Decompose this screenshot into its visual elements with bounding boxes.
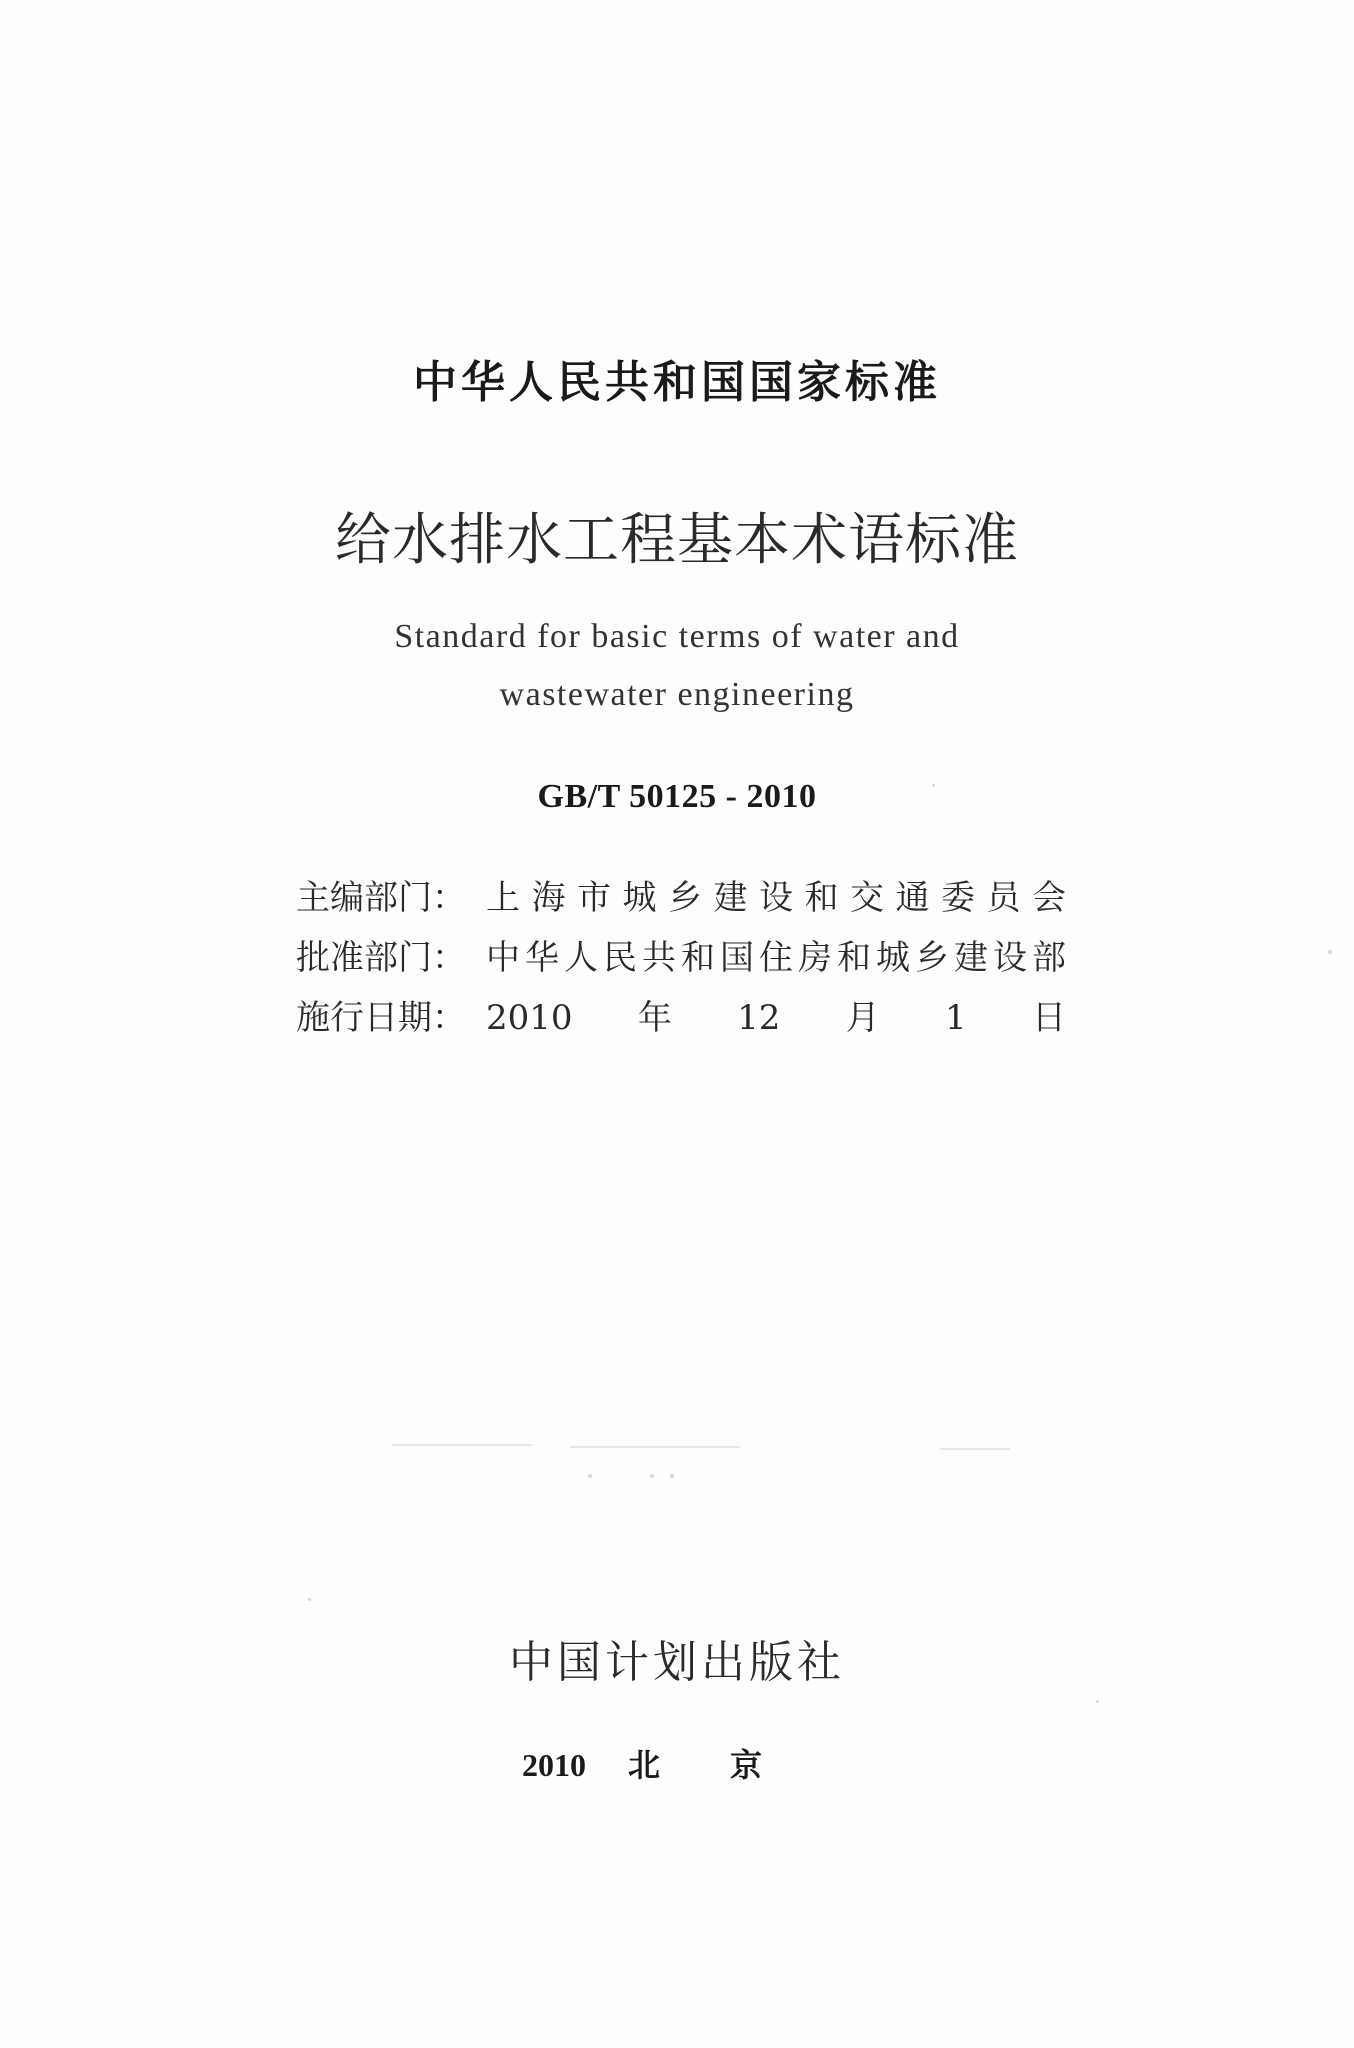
scan-artifact xyxy=(308,1598,311,1601)
publisher-name: 中国计划出版社 xyxy=(509,1637,845,1688)
scan-artifact xyxy=(650,1474,654,1478)
publication-place xyxy=(0,1740,1354,1786)
publication-city: 北京 xyxy=(627,1746,832,1784)
approval-department-row xyxy=(296,930,1076,979)
standard-code: GB/T 50125 - 2010 xyxy=(537,778,817,815)
effective-date-row xyxy=(296,990,1076,1039)
scan-artifact xyxy=(1328,950,1332,954)
scan-artifact xyxy=(670,1474,674,1478)
national-standard-heading: 中华人民共和国国家标准 xyxy=(413,357,941,408)
scan-artifact xyxy=(932,784,935,787)
scan-artifact xyxy=(940,1448,1010,1450)
scan-artifact xyxy=(588,1474,592,1478)
publication-year: 2010 xyxy=(521,1747,586,1783)
effective-date-label: 施行日期： xyxy=(296,998,466,1038)
scan-artifact xyxy=(392,1444,532,1446)
editor-department-value: 上海市城乡建设和交通委员会 xyxy=(486,878,1066,918)
document-title-chinese: 给水排水工程基本术语标准 xyxy=(335,508,1019,573)
document-title-english-line1: Standard for basic terms of water and xyxy=(394,618,960,655)
approval-department-value: 中华人民共和国住房和城乡建设部 xyxy=(486,938,1066,978)
editor-department-label: 主编部门： xyxy=(296,878,466,918)
document-title-english-line2: wastewater engineering xyxy=(499,676,855,713)
effective-date-value: 2010年12月1日 xyxy=(486,998,1066,1038)
approval-department-label: 批准部门： xyxy=(296,938,466,978)
editor-department-row xyxy=(296,870,1076,919)
scan-artifact xyxy=(1096,1700,1099,1703)
scan-artifact xyxy=(570,1446,740,1448)
